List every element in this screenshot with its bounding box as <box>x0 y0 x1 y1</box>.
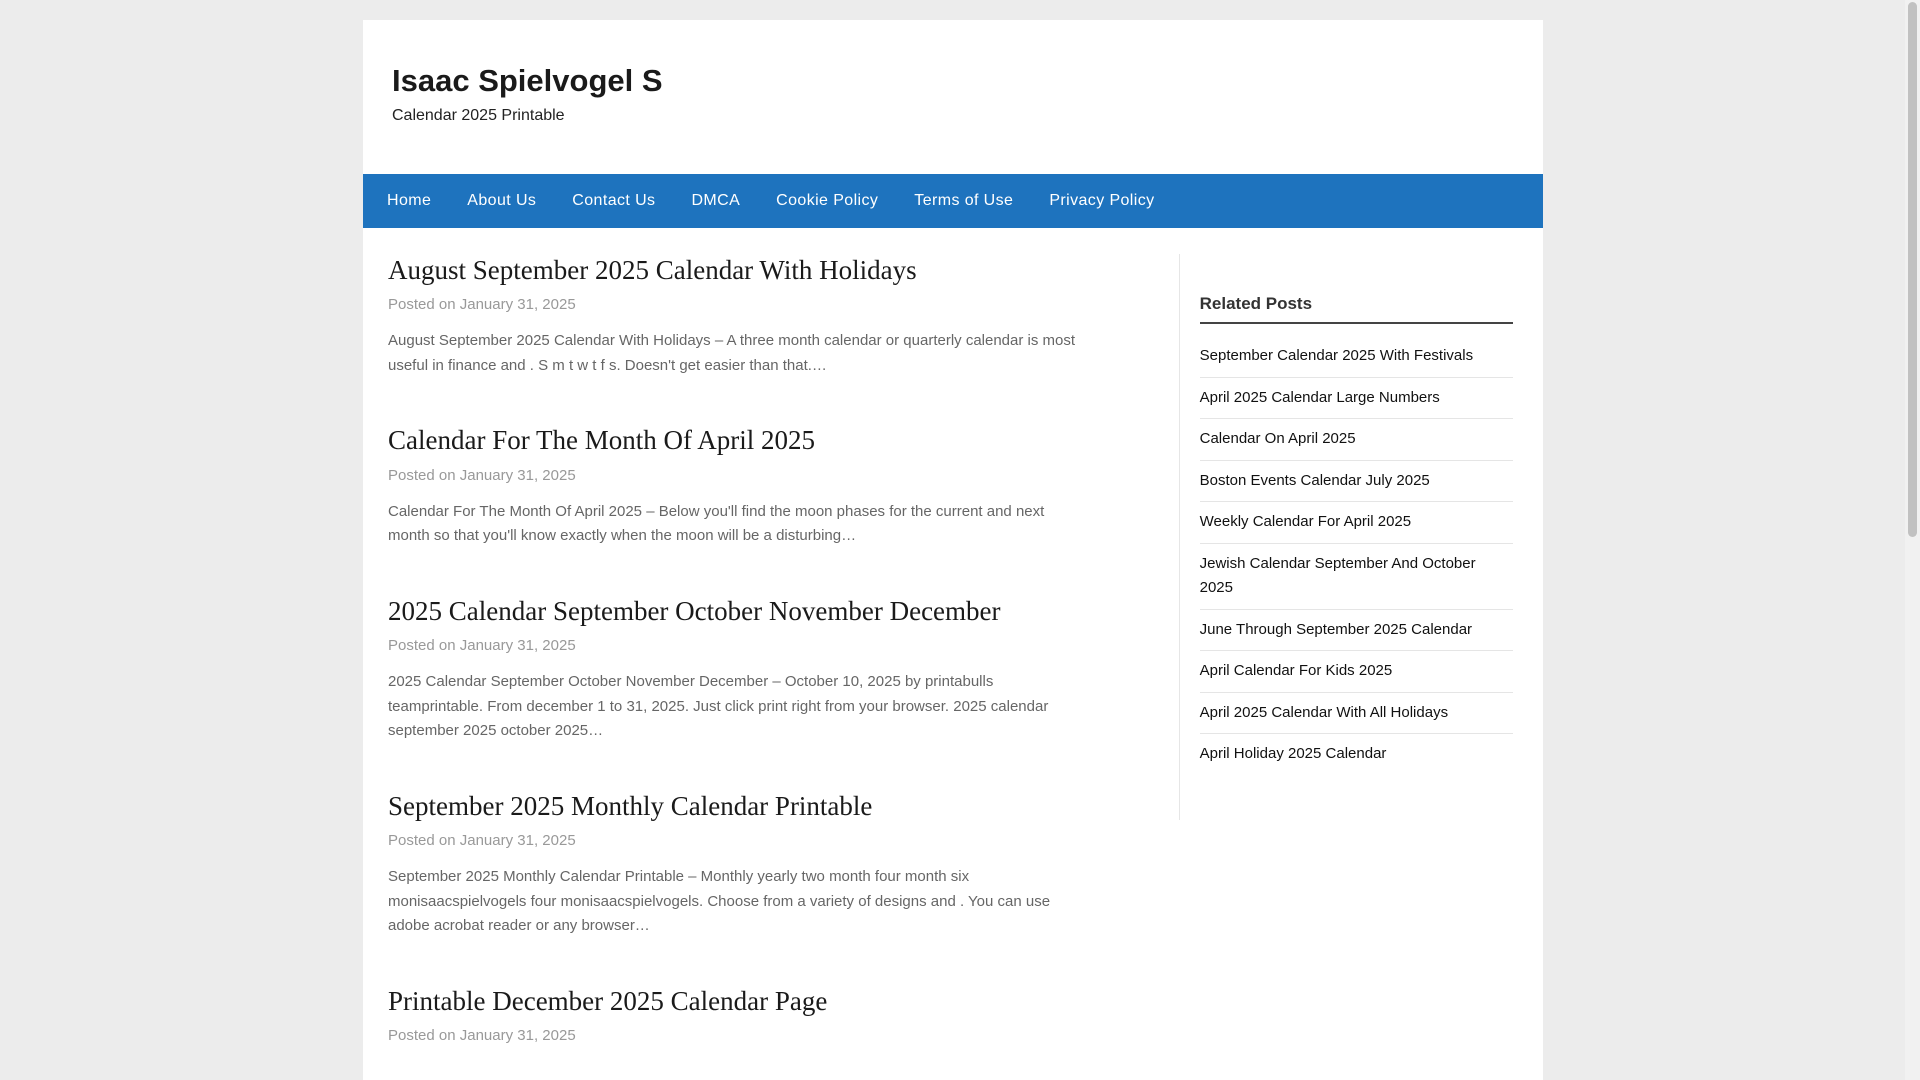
related-post-link[interactable]: Weekly Calendar For April 2025 <box>1200 502 1513 544</box>
nav-cookie-policy[interactable]: Cookie Policy <box>776 192 879 209</box>
posted-on-label: Posted on <box>388 637 456 655</box>
nav-contact-us[interactable]: Contact Us <box>572 192 656 209</box>
post-item <box>388 790 1084 939</box>
post-item <box>388 985 1084 1044</box>
post-meta <box>388 832 1084 849</box>
related-post-link[interactable]: April 2025 Calendar Large Numbers <box>1200 378 1513 420</box>
post-title[interactable]: September 2025 Monthly Calendar Printable <box>388 790 873 821</box>
nav-about-us[interactable]: About Us <box>467 192 537 209</box>
post-meta <box>388 1027 1084 1044</box>
post-date[interactable]: January 31, 2025 <box>459 1026 576 1044</box>
post-meta <box>388 296 1084 313</box>
vertical-scrollbar[interactable] <box>1905 0 1920 1080</box>
main-navigation <box>363 174 1543 228</box>
related-post-link[interactable]: Jewish Calendar September And October 2025 <box>1200 544 1513 610</box>
posted-on-label: Posted on <box>388 832 456 850</box>
post-title[interactable]: Printable December 2025 Calendar Page <box>388 985 828 1016</box>
post-item <box>388 254 1084 378</box>
post-title[interactable]: August September 2025 Calendar With Holidays <box>388 255 917 285</box>
site-tagline: Calendar 2025 Printable <box>392 107 565 125</box>
post-title[interactable]: 2025 Calendar September October November December <box>388 595 1001 626</box>
related-post-link[interactable]: April Calendar For Kids 2025 <box>1200 651 1513 693</box>
post-list <box>363 254 1109 1080</box>
post-date[interactable]: January 31, 2025 <box>459 832 576 850</box>
content-area <box>363 228 1543 1080</box>
nav-home[interactable]: Home <box>387 192 432 209</box>
site-title[interactable]: Isaac Spielvogel S <box>392 63 663 98</box>
post-meta <box>388 637 1084 654</box>
related-post-link[interactable]: Boston Events Calendar July 2025 <box>1200 461 1513 503</box>
post-date[interactable]: January 31, 2025 <box>459 296 576 314</box>
nav-dmca[interactable]: DMCA <box>691 192 741 209</box>
sidebar <box>1179 254 1543 820</box>
post-item <box>388 595 1084 744</box>
related-post-link[interactable]: April 2025 Calendar With All Holidays <box>1200 693 1513 735</box>
post-meta <box>388 467 1084 484</box>
related-posts-list <box>1200 324 1513 775</box>
related-posts-title: Related Posts <box>1200 254 1513 324</box>
post-excerpt: August September 2025 Calendar With Holidays – A three month calendar or quarterly calendar is most useful in finance and . S m t w t f s. Doesn't get easier than that.… <box>388 332 1076 374</box>
posted-on-label: Posted on <box>388 296 456 314</box>
related-post-link[interactable]: September Calendar 2025 With Festivals <box>1200 324 1513 378</box>
post-excerpt: 2025 Calendar September October November December – October 10, 2025 by printabulls teamprintable. From december 1 to 31, 2025. Just click print right from your browser. 2025 calendar september 2025 october 2025… <box>388 673 1049 740</box>
nav-privacy-policy[interactable]: Privacy Policy <box>1049 192 1155 209</box>
related-post-link[interactable]: April Holiday 2025 Calendar <box>1199 745 1387 762</box>
site-header <box>363 20 1543 174</box>
related-post-link[interactable]: Calendar On April 2025 <box>1200 419 1513 461</box>
post-excerpt: Calendar For The Month Of April 2025 – Below you'll find the moon phases for the current and next month so that you'll know exactly when the moon will be a disturbing… <box>388 502 1045 545</box>
related-post-link[interactable]: June Through September 2025 Calendar <box>1200 610 1513 652</box>
posted-on-label: Posted on <box>388 466 456 484</box>
post-title[interactable]: Calendar For The Month Of April 2025 <box>388 425 815 456</box>
scrollbar-thumb[interactable] <box>1908 2 1917 537</box>
post-date[interactable]: January 31, 2025 <box>459 466 576 484</box>
post-item <box>388 424 1084 548</box>
post-excerpt: September 2025 Monthly Calendar Printable – Monthly yearly two month four month six monisaacspielvogels four monisaacspielvogels. Choose from a variety of designs and . You can use adobe acrobat reader or any browser… <box>388 868 1051 935</box>
page-container <box>363 20 1543 1080</box>
post-date[interactable]: January 31, 2025 <box>459 637 576 655</box>
posted-on-label: Posted on <box>388 1026 456 1044</box>
nav-terms-of-use[interactable]: Terms of Use <box>914 192 1014 209</box>
